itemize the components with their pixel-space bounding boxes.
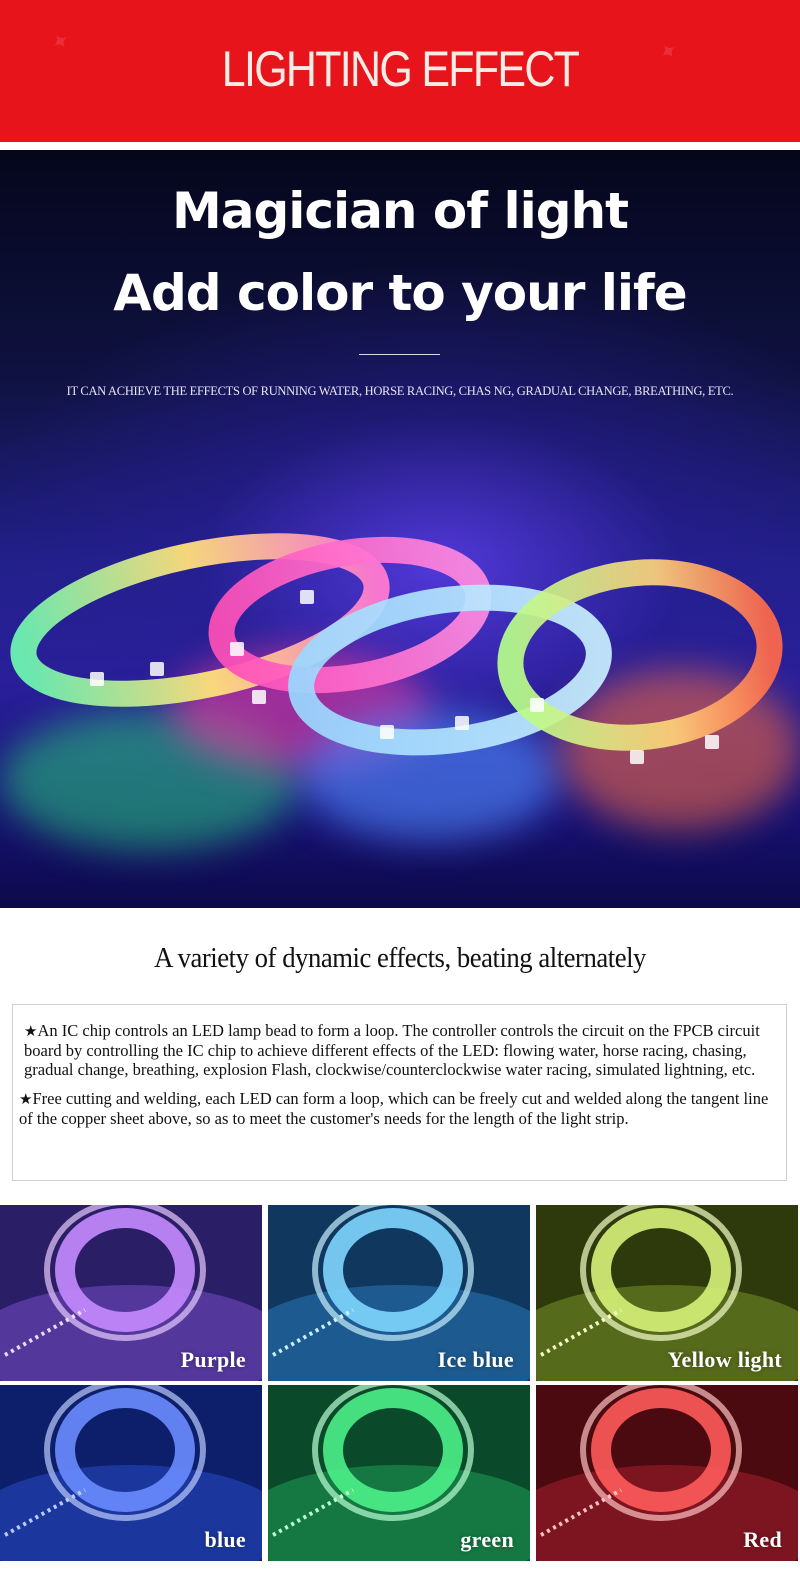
star-icon: ★ — [19, 1090, 33, 1108]
color-tile-blue — [0, 1385, 262, 1561]
color-label: Red — [743, 1527, 782, 1552]
color-label: Purple — [180, 1347, 246, 1372]
color-label: Ice blue — [437, 1347, 514, 1372]
hero-tagline: Add color to your life — [113, 264, 687, 322]
color-tile-red — [536, 1385, 798, 1561]
color-label: blue — [204, 1527, 246, 1552]
watermark: ✦ — [654, 36, 684, 69]
paragraph-text: Free cutting and welding, each LED can form a loop, which can be freely cut and welded along the tangent line of the copper sheet above, so as to meet the customer's needs for the length of the light strip. — [19, 1089, 769, 1128]
star-icon: ★ — [24, 1022, 38, 1040]
color-label: Yellow light — [667, 1347, 782, 1372]
description-box — [12, 1004, 787, 1181]
led-strip-rings-image — [0, 150, 800, 908]
description-paragraph — [24, 1021, 776, 1079]
hero-subtitle: IT CAN ACHIEVE THE EFFECTS OF RUNNING WATER, HORSE RACING, CHAS NG, GRADUAL CHANGE, BREATHING, ETC. — [66, 384, 734, 398]
color-tile-green — [268, 1385, 530, 1561]
color-tile-purple — [0, 1205, 262, 1381]
watermark: ✦ — [46, 26, 76, 59]
description-paragraph — [19, 1089, 776, 1128]
color-tile-ice-blue — [268, 1205, 530, 1381]
top-banner — [0, 0, 800, 142]
section-title: A variety of dynamic effects, beating alternately — [154, 942, 646, 974]
hero-section — [0, 150, 800, 908]
color-label: green — [460, 1527, 514, 1552]
banner-title: LIGHTING EFFECT — [221, 41, 579, 97]
hero-headline: Magician of light — [171, 182, 629, 240]
color-tile-yellow-light — [536, 1205, 798, 1381]
paragraph-text: An IC chip controls an LED lamp bead to form a loop. The controller controls the circuit on the FPCB circuit board by controlling the IC chip to achieve different effects of the LED: flowing water, horse racing, chasing, gradual change, breathing, explosion Flash, clockwise/counterclockwise water racing, simulated lightning, etc. — [24, 1021, 760, 1079]
